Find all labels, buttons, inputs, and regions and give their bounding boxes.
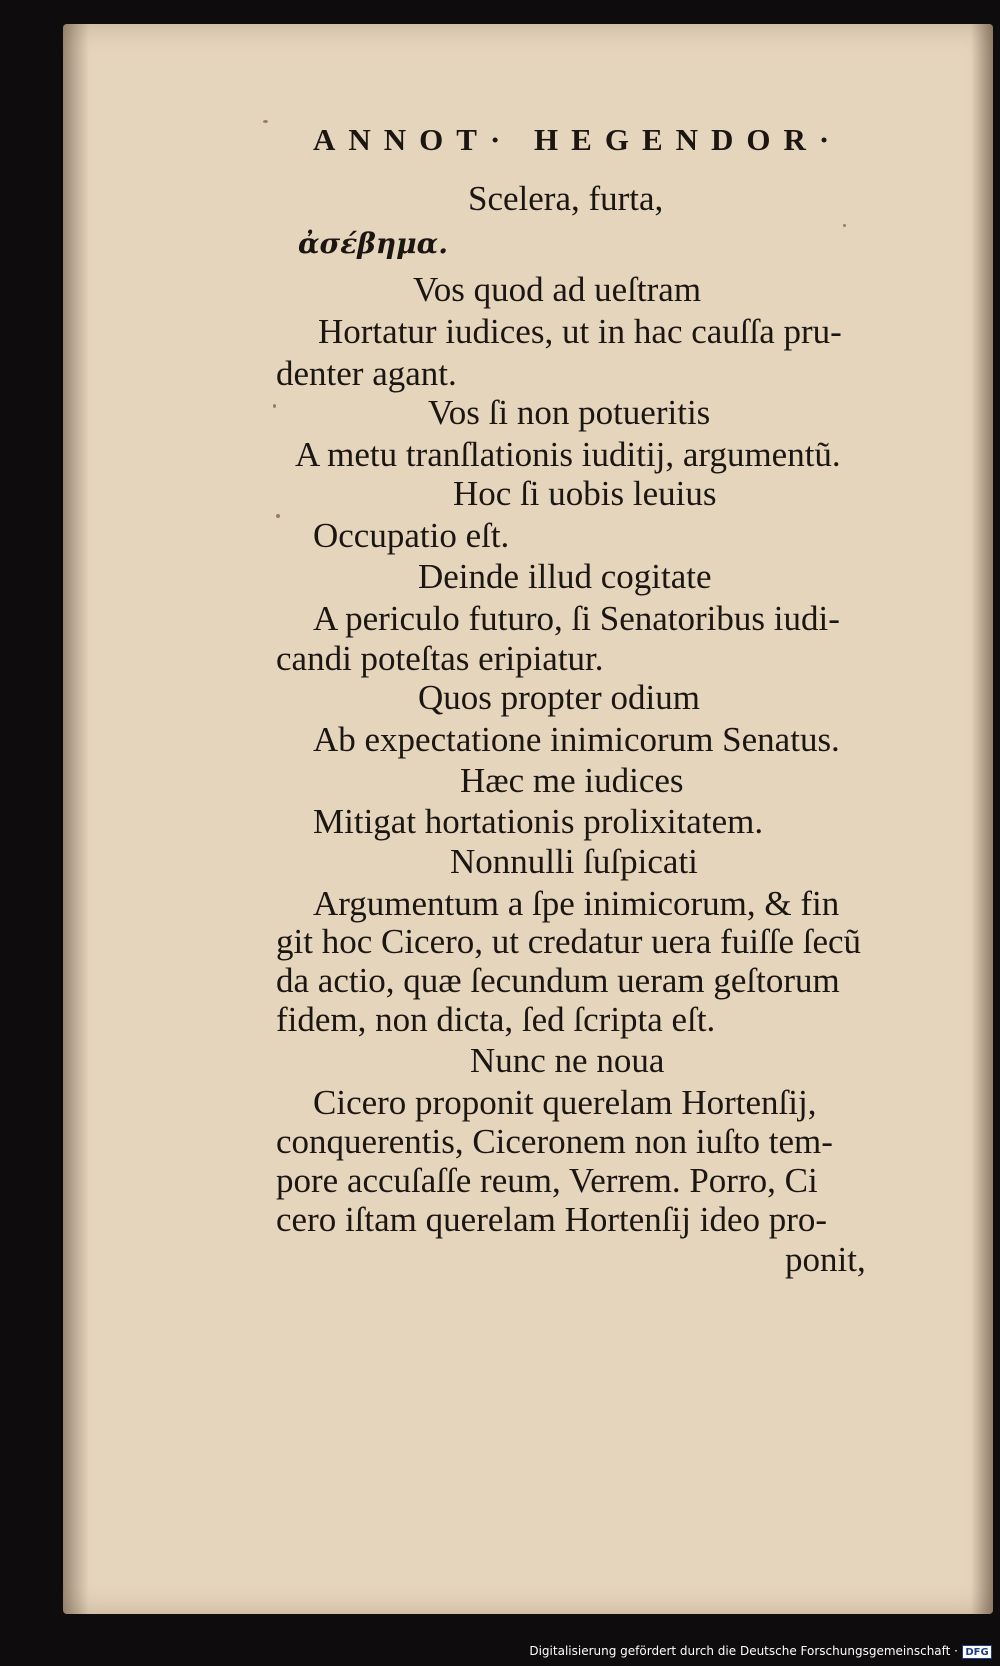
- dfg-logo-icon: DFG: [962, 1645, 992, 1659]
- text-line: candi poteſtas eripiatur.: [276, 639, 604, 678]
- ink-speck: [276, 514, 280, 518]
- text-line: denter agant.: [276, 354, 457, 393]
- text-line: Cicero proponit querelam Hortenſij,: [313, 1083, 817, 1122]
- text-line: A periculo futuro, ſi Senatoribus iudi-: [313, 599, 840, 638]
- text-line: cero iſtam querelam Hortenſij ideo pro-: [276, 1200, 828, 1239]
- catchword: ponit,: [785, 1240, 866, 1279]
- text-line: A metu tranſlationis iuditij, argumentũ.: [295, 435, 841, 474]
- running-head: ANNOT· HEGENDOR·: [313, 122, 843, 157]
- text-line: Nunc ne noua: [470, 1041, 665, 1080]
- ink-speck: [263, 120, 268, 123]
- text-line: Vos ſi non potueritis: [428, 393, 711, 432]
- footer-bar: [0, 1632, 1000, 1666]
- text-line: Quos propter odium: [418, 678, 700, 717]
- text-line: Deinde illud cogitate: [418, 557, 712, 596]
- text-line: Vos quod ad ueſtram: [413, 270, 702, 309]
- text-line: Occupatio eſt.: [313, 516, 510, 555]
- text-line: git hoc Cicero, ut credatur uera fuiſſe ſecũ: [276, 922, 862, 961]
- greek-gloss: ἀσέβημα.: [298, 227, 448, 260]
- book-page: [63, 24, 993, 1614]
- text-line: Mitigat hortationis prolixitatem.: [313, 802, 764, 841]
- ink-speck: [273, 404, 276, 408]
- footer-credit: Digitalisierung gefördert durch die Deutsche Forschungsgemeinschaft ·: [529, 1644, 958, 1658]
- text-line: da actio, quæ ſecundum ueram geſtorum: [276, 961, 840, 1000]
- text-line: fidem, non dicta, ſed ſcripta eſt.: [276, 1000, 716, 1039]
- text-line: pore accuſaſſe reum, Verrem. Porro, Ci: [276, 1161, 818, 1200]
- text-line: conquerentis, Ciceronem non iuſto tem-: [276, 1122, 833, 1161]
- gutter-shadow: [63, 24, 89, 1614]
- text-line: Argumentum a ſpe inimicorum, & fin: [313, 884, 840, 923]
- text-line: Scelera, furta,: [468, 179, 664, 218]
- text-line: Hæc me iudices: [460, 761, 684, 800]
- ink-speck: [843, 224, 846, 227]
- text-line: Ab expectatione inimicorum Senatus.: [313, 720, 840, 759]
- text-line: Nonnulli ſuſpicati: [450, 842, 698, 881]
- text-line: Hortatur iudices, ut in hac cauſſa pru-: [318, 312, 842, 351]
- text-line: Hoc ſi uobis leuius: [453, 474, 717, 513]
- page-edge: [971, 24, 993, 1614]
